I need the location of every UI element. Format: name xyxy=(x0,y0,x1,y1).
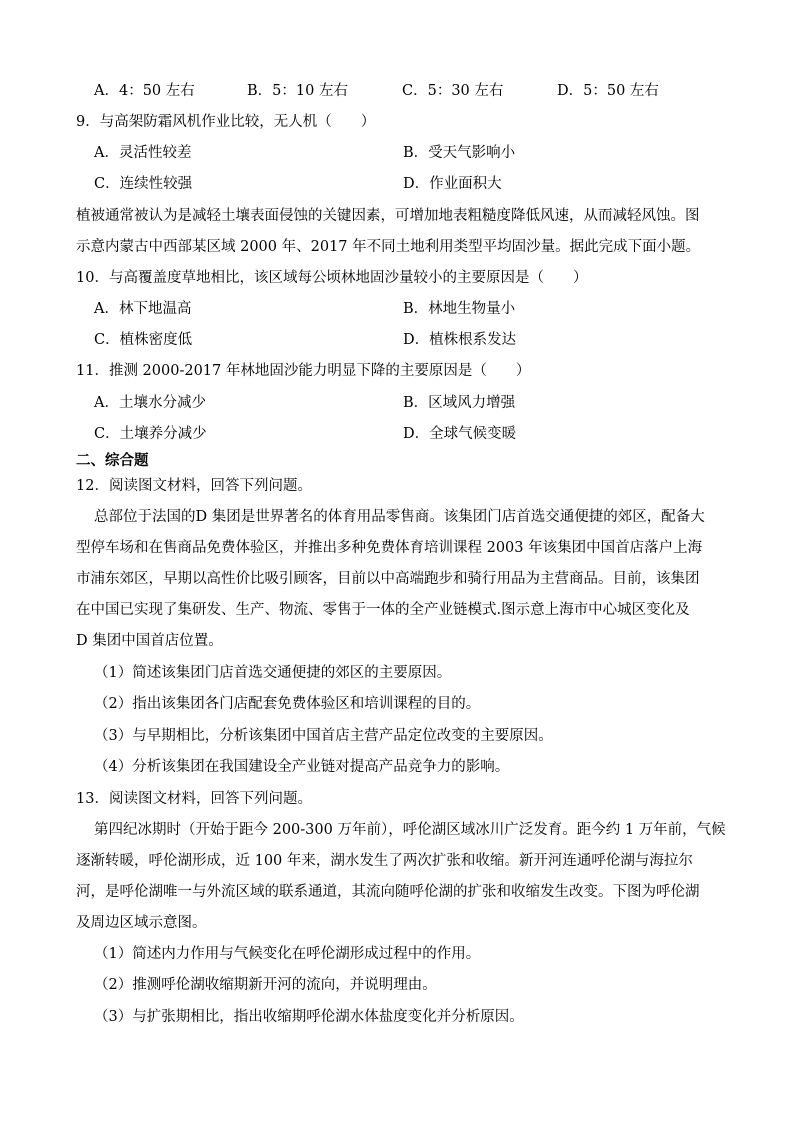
q12-passage-line-1: 总部位于法国的D 集团是世界著名的体育用品零售商。该集团门店首选交通便捷的郊区，配备大 xyxy=(94,509,705,525)
q12-sub-4: （4）分析该集团在我国建设全产业链对提高产品竞争力的影响。 xyxy=(94,759,510,775)
q8-option-c[interactable]: C．5：30 左右 xyxy=(402,83,504,99)
section-title: 二、综合题 xyxy=(76,453,149,469)
q11-stem: 11．推测 2000-2017 年林地固沙能力明显下降的主要原因是（ ） xyxy=(76,363,531,379)
q12-passage-line-2: 型停车场和在售商品免费体验区，并推出多种免费体育培训课程 2003 年该集团中国首店落户上海 xyxy=(76,540,703,556)
q9-option-b[interactable]: B．受天气影响小 xyxy=(403,145,516,161)
q10-option-c[interactable]: C．植株密度低 xyxy=(94,332,193,348)
q13-stem: 13．阅读图文材料，回答下列问题。 xyxy=(76,791,312,807)
q10-option-a[interactable]: A．林下地温高 xyxy=(94,301,192,317)
q13-passage-line-1: 第四纪冰期时（开始于距今 200-300 万年前），呼伦湖区域冰川广泛发育。距今约 1 万年前，气候 xyxy=(94,822,726,838)
q12-sub-3: （3）与早期相比，分析该集团中国首店主营产品定位改变的主要原因。 xyxy=(94,728,553,744)
q10-option-b[interactable]: B．林地生物量小 xyxy=(403,301,516,317)
q9-option-a[interactable]: A．灵活性较差 xyxy=(94,145,192,161)
q8-option-b[interactable]: B．5：10 左右 xyxy=(247,83,348,99)
q13-passage-line-2: 逐渐转暖，呼伦湖形成，近 100 年来，湖水发生了两次扩张和收缩。新开河连通呼伦湖与海拉尔 xyxy=(76,853,693,869)
q12-stem: 12．阅读图文材料，回答下列问题。 xyxy=(76,478,312,494)
q8-option-a[interactable]: A．4：50 左右 xyxy=(94,83,195,99)
q12-sub-2: （2）指出该集团各门店配套免费体验区和培训课程的目的。 xyxy=(94,696,481,712)
q13-sub-3: （3）与扩张期相比，指出收缩期呼伦湖水体盐度变化并分析原因。 xyxy=(94,1009,524,1025)
q13-sub-1: （1）简述内力作用与气候变化在呼伦湖形成过程中的作用。 xyxy=(94,946,481,962)
q13-sub-2: （2）推测呼伦湖收缩期新开河的流向，并说明理由。 xyxy=(94,977,437,993)
q10-stem: 10．与高覆盖度草地相比，该区域每公顷林地固沙量较小的主要原因是（ ） xyxy=(76,270,588,286)
q13-passage-line-4: 及周边区域示意图。 xyxy=(76,915,207,931)
q11-option-c[interactable]: C．土壤养分减少 xyxy=(94,426,207,442)
q9-stem: 9．与高架防霜风机作业比较，无人机（ ） xyxy=(76,114,376,130)
q12-passage-line-4: 在中国已实现了集研发、生产、物流、零售于一体的全产业链模式.图示意上海市中心城区变化及 xyxy=(76,602,690,618)
q11-option-a[interactable]: A．土壤水分减少 xyxy=(94,395,206,411)
q10-option-d[interactable]: D．植株根系发达 xyxy=(403,332,517,348)
q12-passage-line-5: D 集团中国首店位置。 xyxy=(76,633,223,649)
q9-option-c[interactable]: C．连续性较强 xyxy=(94,176,193,192)
q11-option-d[interactable]: D．全球气候变暖 xyxy=(403,426,517,442)
q8-option-d[interactable]: D．5：50 左右 xyxy=(557,83,659,99)
veg-passage-line-2: 示意内蒙古中西部某区域 2000 年、2017 年不同土地利用类型平均固沙量。据此完成下面小题。 xyxy=(76,239,701,255)
q11-option-b[interactable]: B．区域风力增强 xyxy=(403,395,516,411)
q12-sub-1: （1）简述该集团门店首选交通便捷的郊区的主要原因。 xyxy=(94,665,452,681)
q12-passage-line-3: 市浦东郊区，早期以高性价比吸引顾客，目前以中高端跑步和骑行用品为主营商品。目前，该集团 xyxy=(76,571,700,587)
q9-option-d[interactable]: D．作业面积大 xyxy=(403,176,502,192)
veg-passage-line-1: 植被通常被认为是减轻土壤表面侵蚀的关键因素，可增加地表粗糙度降低风速，从而减轻风蚀。图 xyxy=(76,208,700,224)
q13-passage-line-3: 河，是呼伦湖唯一与外流区域的联系通道，其流向随呼伦湖的扩张和收缩发生改变。下图为呼伦湖 xyxy=(76,884,700,900)
